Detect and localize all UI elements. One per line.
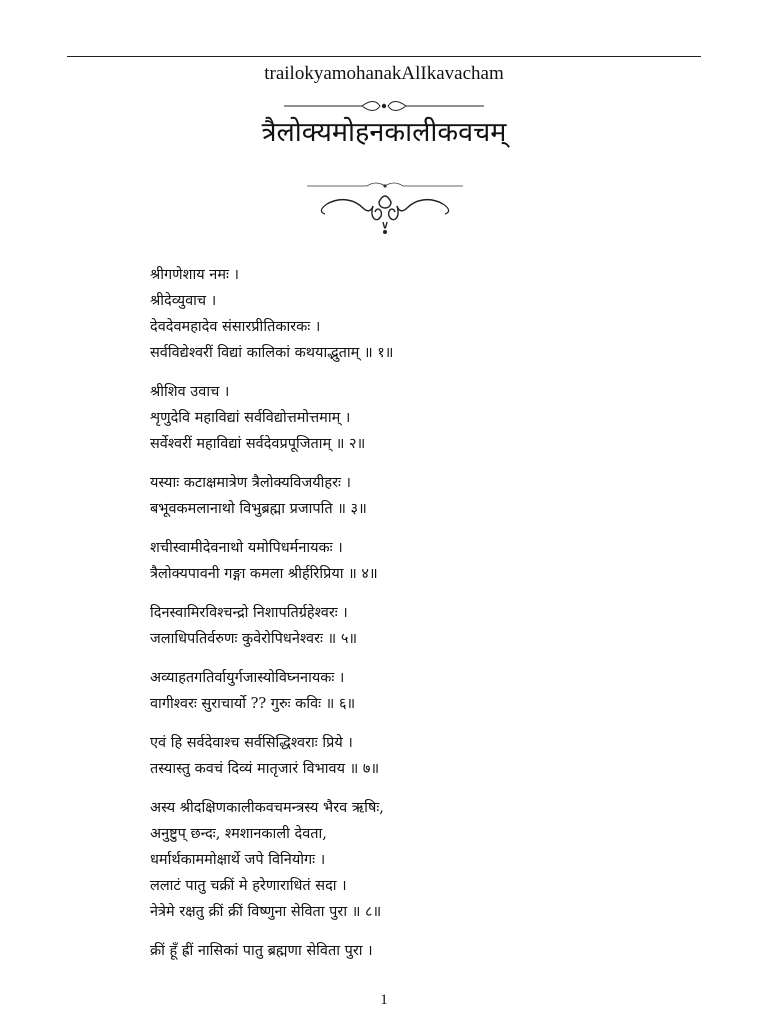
verse-line: क्रीं हूँ ह्रीं नासिकां पातु ब्रह्मणा सेविता पुरा । xyxy=(150,943,373,959)
ornament-flourish-icon xyxy=(307,176,463,236)
transliterated-title: trailokyamohanakAlIkavacham xyxy=(264,63,504,84)
verse-line: जलाधिपतिर्वरुणः कुवेरोपिधनेश्वरः ॥ ५॥ xyxy=(150,631,358,647)
stanza-5 xyxy=(150,600,630,652)
verse-line: त्रैलोक्यपावनी गङ्गा कमला श्रीर्हरिप्रिया ॥ ४॥ xyxy=(150,566,378,582)
verse-line: श्रीशिव उवाच । xyxy=(150,384,230,400)
verse-line: धर्मार्थकाममोक्षार्थे जपे विनियोगः । xyxy=(150,852,326,868)
verse-line: बभूवकमलानाथो विभुब्रह्मा प्रजापति ॥ ३॥ xyxy=(150,501,367,517)
page-number: 1 xyxy=(380,992,388,1008)
stanza-9 xyxy=(150,938,630,964)
verse-line: शृणुदेवि महाविद्यां सर्वविद्योत्तमोत्तमाम् । xyxy=(150,410,351,426)
verse-line: दिनस्वामिरविश्चन्द्रो निशापतिर्ग्रहेश्वरः । xyxy=(150,605,348,621)
stanza-1 xyxy=(150,262,630,366)
verse-line: अनुष्टुप् छन्दः, श्मशानकाली देवता, xyxy=(150,826,327,842)
verse-line: यस्याः कटाक्षमात्रेण त्रैलोक्यविजयीहरः । xyxy=(150,475,352,491)
verse-line: सर्वेश्वरीं महाविद्यां सर्वदेवप्रपूजिताम् ॥ २॥ xyxy=(150,436,366,452)
verse-line: एवं हि सर्वदेवाश्च सर्वसिद्धिश्वराः प्रिये । xyxy=(150,735,353,751)
verse-line: सर्वविद्येश्वरीं विद्यां कालिकां कथयाद्भुताम् ॥ १॥ xyxy=(150,345,394,361)
stanza-2 xyxy=(150,379,630,457)
stanza-4 xyxy=(150,535,630,587)
stanza-8 xyxy=(150,795,630,925)
verse-line: देवदेवमहादेव संसारप्रीतिकारकः । xyxy=(150,319,321,335)
verse-line: तस्यास्तु कवचं दिव्यं मातृजारं विभावय ॥ ७॥ xyxy=(150,761,380,777)
verse-line: श्रीगणेशाय नमः । xyxy=(150,267,240,283)
stanza-7 xyxy=(150,730,630,782)
top-rule xyxy=(67,56,701,57)
verse-line: वागीश्वरः सुराचार्यो ?? गुरुः कविः ॥ ६॥ xyxy=(150,696,356,712)
verse-line: नेत्रेमे रक्षतु क्रीं क्रीं विष्णुना सेविता पुरा ॥ ८॥ xyxy=(150,904,382,920)
page-title: त्रैलोक्यमोहनकालीकवचम् xyxy=(261,117,507,148)
stanza-3 xyxy=(150,470,630,522)
stanza-6 xyxy=(150,665,630,717)
verse-line: शचीस्वामीदेवनाथो यमोपिधर्मनायकः । xyxy=(150,540,343,556)
verse-line: अव्याहतगतिर्वायुर्गजास्योविघ्ननायकः । xyxy=(150,670,345,686)
verse-line: अस्य श्रीदक्षिणकालीकवचमन्त्रस्य भैरव ऋषिः, xyxy=(150,800,384,816)
verse-line: श्रीदेव्युवाच । xyxy=(150,293,217,309)
verse-block xyxy=(150,262,630,977)
verse-line: ललाटं पातु चक्रीं मे हरेणाराधितं सदा । xyxy=(150,878,347,894)
